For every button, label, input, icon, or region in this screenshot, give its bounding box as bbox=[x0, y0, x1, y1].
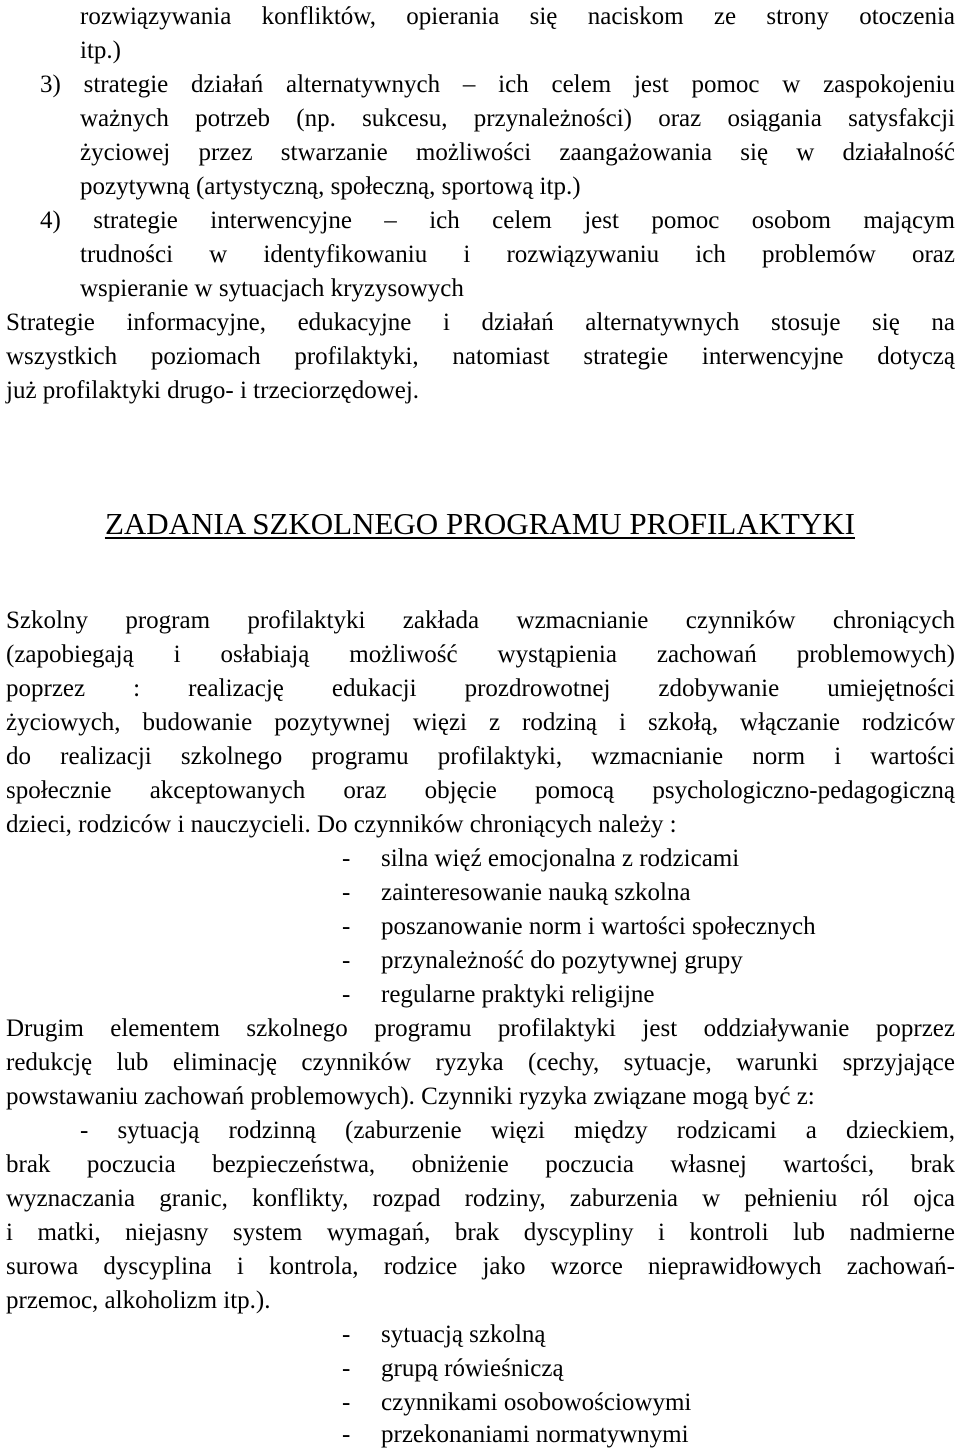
list-item-3: 3) strategie działań alternatywnych – ich celem jest pomoc w zaspokojeniu bbox=[40, 71, 955, 98]
list-bullet: - bbox=[342, 947, 351, 974]
paragraph-line: przemoc, alkoholizm itp.). bbox=[6, 1287, 271, 1314]
list-item: silna więź emocjonalna z rodzicami bbox=[381, 845, 740, 872]
list-item: sytuacją szkolną bbox=[381, 1321, 546, 1348]
paragraph-line: Szkolny program profilaktyki zakłada wzmacnianie czynników chroniących bbox=[6, 607, 955, 634]
text-line: życiowej przez stwarzanie możliwości zaangażowania się w działalność bbox=[80, 139, 955, 166]
paragraph-line: wszystkich poziomach profilaktyki, natomiast strategie interwencyjne dotyczą bbox=[6, 343, 955, 370]
list-bullet: - bbox=[342, 913, 351, 940]
paragraph-line: do realizacji szkolnego programu profilaktyki, wzmacnianie norm i wartości bbox=[6, 743, 955, 770]
section-heading: ZADANIA SZKOLNEGO PROGRAMU PROFILAKTYKI bbox=[104, 506, 856, 541]
text-line: pozytywną (artystyczną, społeczną, sportową itp.) bbox=[80, 173, 581, 200]
paragraph-line: redukcję lub eliminację czynników ryzyka (cechy, sytuacje, warunki sprzyjające bbox=[6, 1049, 955, 1076]
paragraph-line: już profilaktyki drugo- i trzeciorzędowej. bbox=[6, 377, 420, 404]
text-line: ważnych potrzeb (np. sukcesu, przynależności) oraz osiągania satysfakcji bbox=[80, 105, 955, 132]
list-bullet: - bbox=[342, 981, 351, 1008]
list-item: przynależność do pozytywnej grupy bbox=[381, 947, 743, 974]
list-item-4: 4) strategie interwencyjne – ich celem jest pomoc osobom mającym bbox=[40, 207, 955, 234]
list-bullet: - bbox=[342, 1321, 351, 1348]
text-line: trudności w identyfikowaniu i rozwiązywaniu ich problemów oraz bbox=[80, 241, 955, 268]
list-item: przekonaniami normatywnymi bbox=[381, 1421, 689, 1448]
list-item: poszanowanie norm i wartości społecznych bbox=[381, 913, 816, 940]
paragraph-line: brak poczucia bezpieczeństwa, obniżenie poczucia własnej wartości, brak bbox=[6, 1151, 955, 1178]
text-line: rozwiązywania konfliktów, opierania się naciskom ze strony otoczenia bbox=[80, 3, 955, 30]
paragraph-line: dzieci, rodziców i nauczycieli. Do czynników chroniących należy : bbox=[6, 811, 677, 838]
list-item: zainteresowanie nauką szkolna bbox=[381, 879, 691, 906]
list-bullet: - bbox=[342, 1355, 351, 1382]
paragraph-line: życiowych, budowanie pozytywnej więzi z rodziną i szkołą, włączanie rodziców bbox=[6, 709, 955, 736]
paragraph-line: Strategie informacyjne, edukacyjne i działań alternatywnych stosuje się na bbox=[6, 309, 955, 336]
text-line: itp.) bbox=[80, 37, 121, 64]
paragraph-line: surowa dyscyplina i kontrola, rodzice jako wzorce nieprawidłowych zachowań- bbox=[6, 1253, 955, 1280]
list-bullet: - bbox=[342, 879, 351, 906]
list-item: regularne praktyki religijne bbox=[381, 981, 655, 1008]
paragraph-line: wyznaczania granic, konflikty, rozpad rodziny, zaburzenia w pełnieniu ról ojca bbox=[6, 1185, 955, 1212]
paragraph-line: - sytuacją rodzinną (zaburzenie więzi między rodzicami a dzieckiem, bbox=[80, 1117, 955, 1144]
paragraph-line: Drugim elementem szkolnego programu profilaktyki jest oddziaływanie poprzez bbox=[6, 1015, 955, 1042]
paragraph-line: poprzez : realizację edukacji prozdrowotnej zdobywanie umiejętności bbox=[6, 675, 955, 702]
list-item: grupą rówieśniczą bbox=[381, 1355, 564, 1382]
paragraph-line: i matki, niejasny system wymagań, brak dyscypliny i kontroli lub nadmierne bbox=[6, 1219, 955, 1246]
list-item: czynnikami osobowościowymi bbox=[381, 1389, 692, 1416]
paragraph-line: (zapobiegają i osłabiają możliwość wystąpienia zachowań problemowych) bbox=[6, 641, 955, 668]
list-bullet: - bbox=[342, 1421, 351, 1448]
text-line: wspieranie w sytuacjach kryzysowych bbox=[80, 275, 464, 302]
paragraph-line: powstawaniu zachowań problemowych). Czynniki ryzyka związane mogą być z: bbox=[6, 1083, 815, 1110]
list-bullet: - bbox=[342, 845, 351, 872]
paragraph-line: społecznie akceptowanych oraz objęcie pomocą psychologiczno-pedagogiczną bbox=[6, 777, 955, 804]
list-bullet: - bbox=[342, 1389, 351, 1416]
